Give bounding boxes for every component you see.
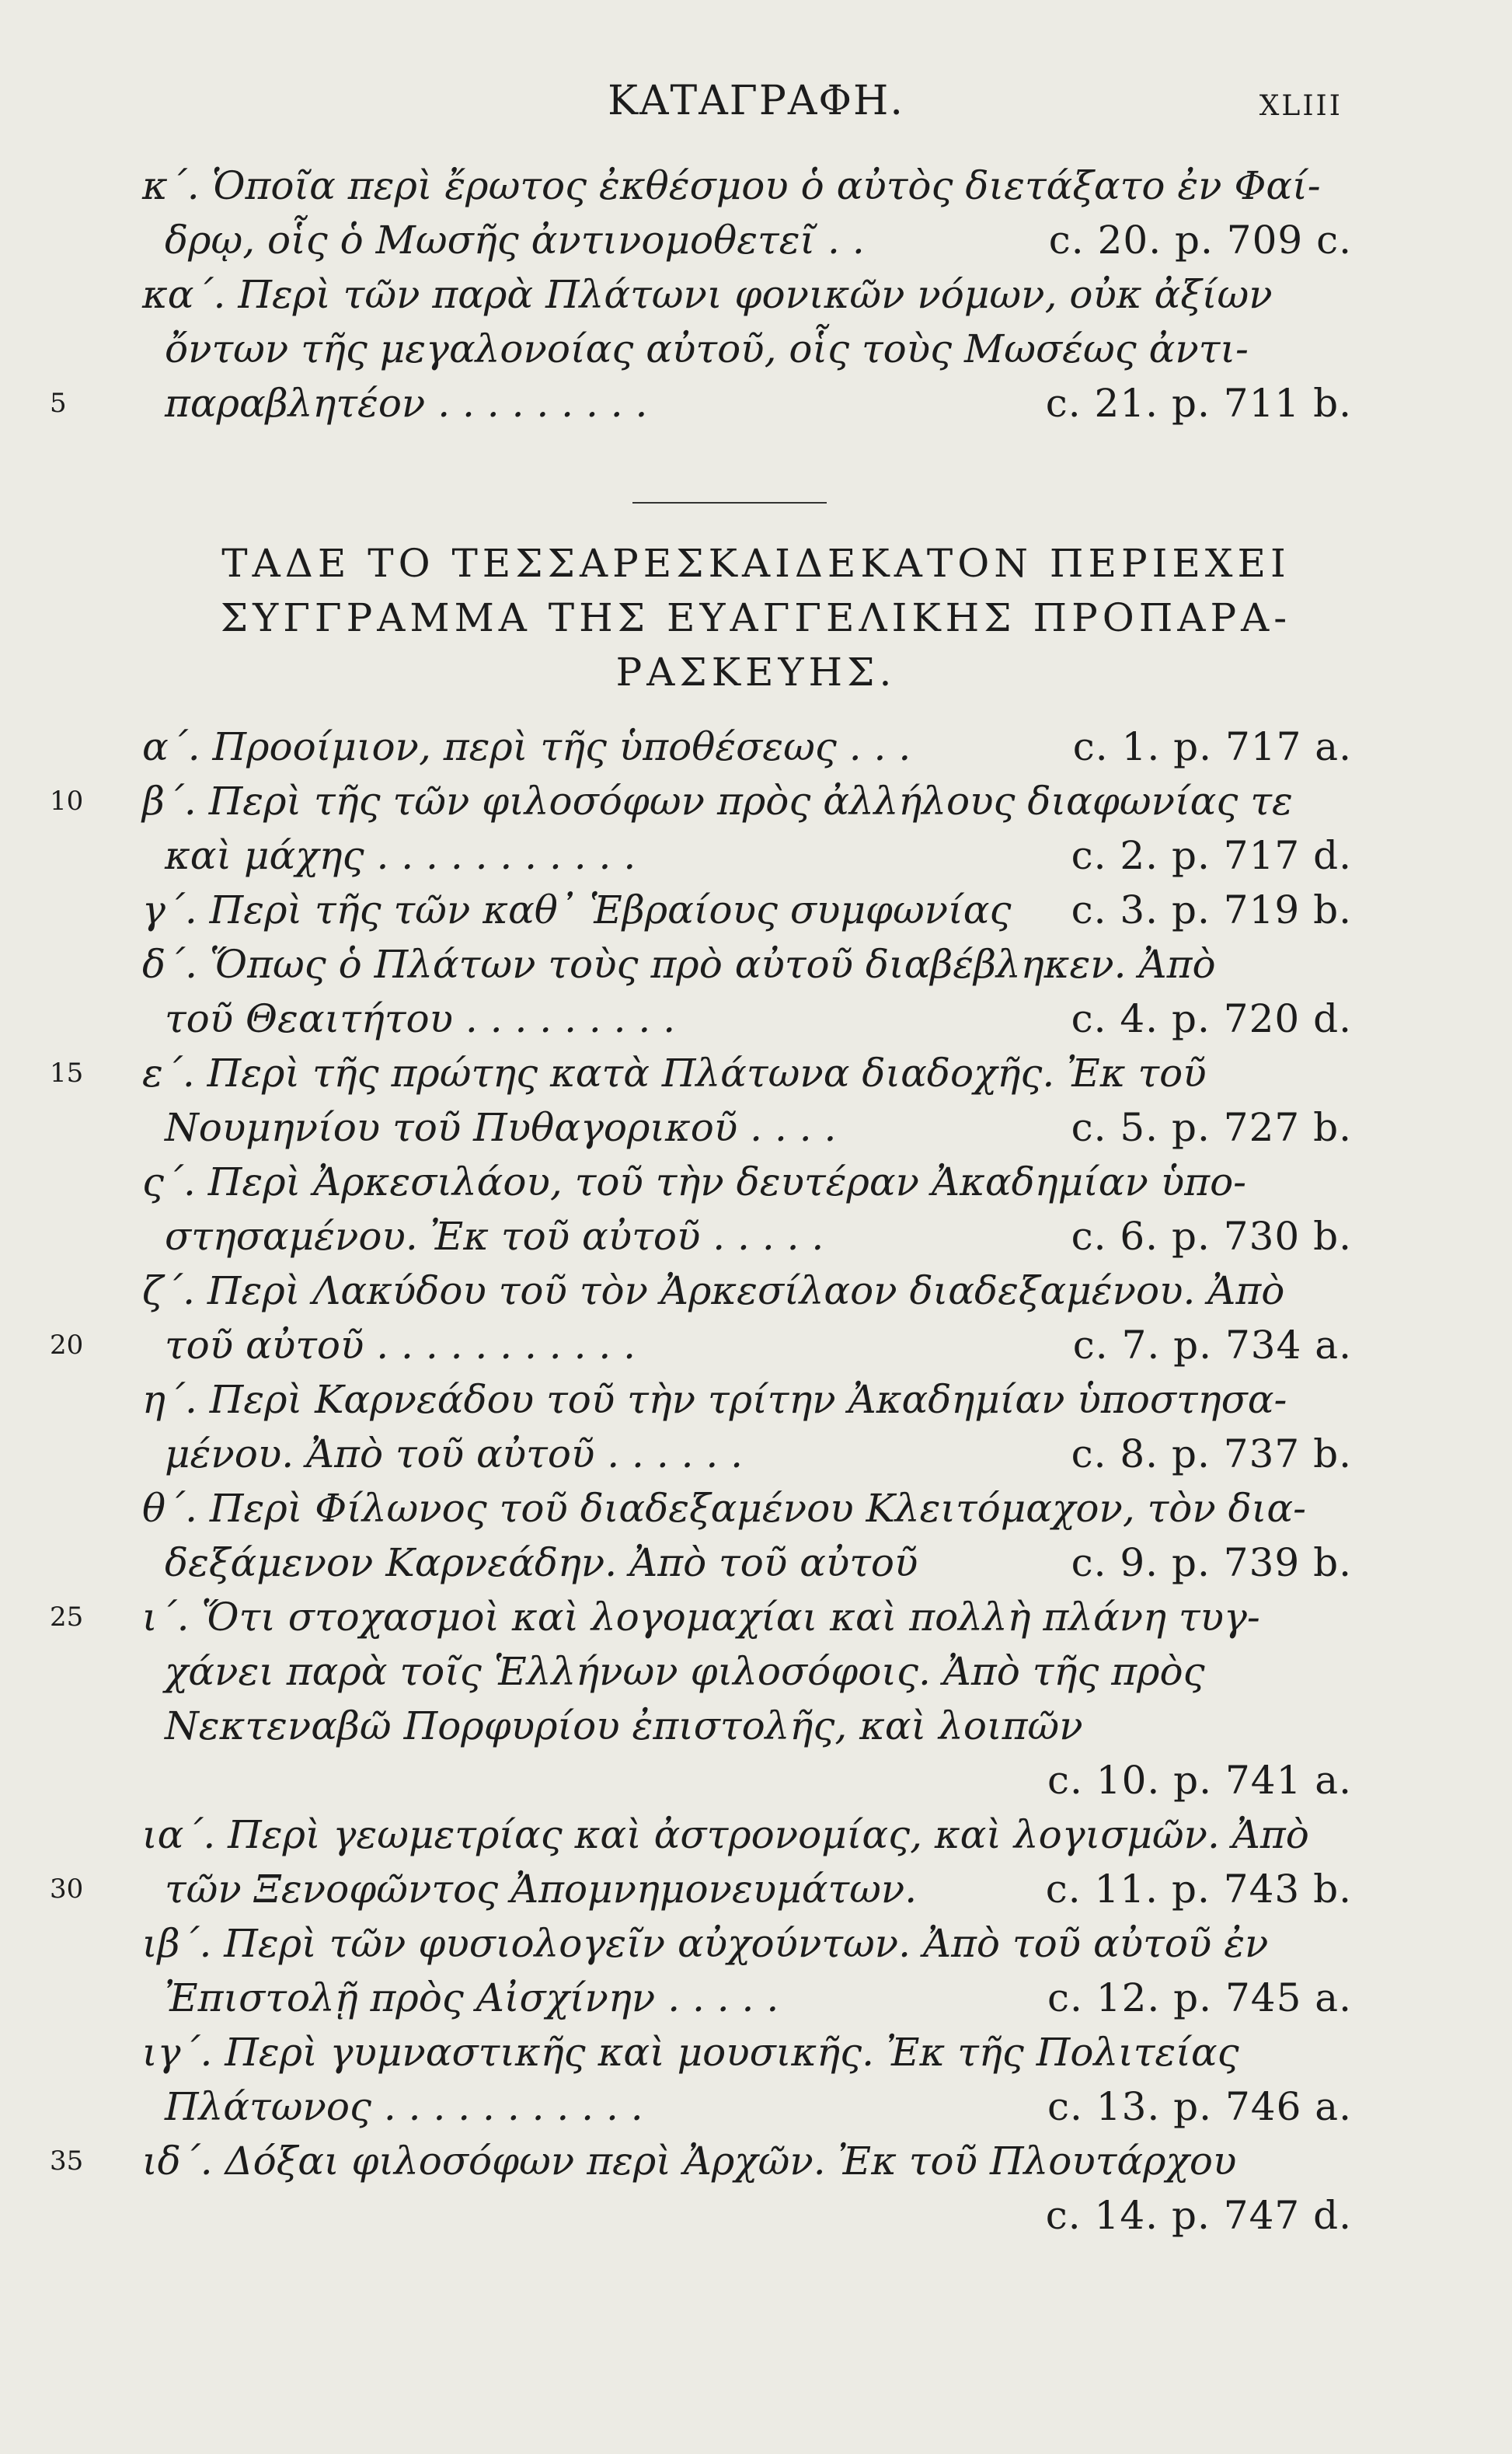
toc-entry-text: δ΄. Ὅπως ὁ Πλάτων τοὺς πρὸ αὐτοῦ διαβέβληκεν. Ἀπὸ xyxy=(142,942,1216,987)
toc-reference: c. 12. p. 745 a. xyxy=(1047,1975,1352,2020)
toc-entry-text: Νεκτεναβῶ Πορφυρίου ἐπιστολῆς, καὶ λοιπῶν xyxy=(165,1703,1083,1748)
line-number: 5 xyxy=(50,388,67,419)
toc-reference: c. 8. p. 737 b. xyxy=(1071,1431,1352,1476)
toc-reference: c. 10. p. 741 a. xyxy=(1047,1758,1352,1803)
toc-reference: c. 2. p. 717 d. xyxy=(1071,833,1352,878)
toc-line xyxy=(0,159,1512,213)
page-number-roman: XLIII xyxy=(1259,90,1343,122)
toc-entry-text: β΄. Περὶ τῆς τῶν φιλοσόφων πρὸς ἀλλήλους διαφωνίας τε xyxy=(142,779,1293,824)
toc-line xyxy=(0,322,1512,376)
toc-line xyxy=(0,828,1512,883)
toc-entry-text: παραβλητέον . . . . . . . . . xyxy=(165,381,648,426)
toc-line xyxy=(0,2188,1512,2243)
toc-entry-text: καὶ μάχης . . . . . . . . . . . xyxy=(165,833,636,878)
toc-line xyxy=(0,1535,1512,1590)
toc-line xyxy=(0,1264,1512,1318)
toc-entry-text: κ΄. Ὁποῖα περὶ ἔρωτος ἐκθέσμου ὁ αὐτὸς διετάξατο ἐν Φαί- xyxy=(142,163,1321,208)
toc-line xyxy=(0,213,1512,267)
toc-reference: c. 11. p. 743 b. xyxy=(1045,1867,1352,1912)
toc-entry-text: ια΄. Περὶ γεωμετρίας καὶ ἀστρονομίας, καὶ λογισμῶν. Ἀπὸ xyxy=(142,1812,1309,1857)
toc-line xyxy=(0,1155,1512,1209)
section-divider xyxy=(632,502,827,504)
toc-entry-text: Ἐπιστολῇ πρὸς Αἰσχίνην . . . . . xyxy=(165,1975,779,2020)
toc-entry-text: χάνει παρὰ τοῖς Ἑλλήνων φιλοσόφοις. Ἀπὸ τῆς πρὸς xyxy=(165,1649,1205,1694)
toc-line xyxy=(0,1318,1512,1372)
toc-line xyxy=(0,1100,1512,1155)
line-number: 20 xyxy=(50,1330,84,1361)
toc-entry-text: ιβ΄. Περὶ τῶν φυσιολογεῖν αὐχούντων. Ἀπὸ τοῦ αὐτοῦ ἐν xyxy=(142,1921,1269,1966)
toc-line xyxy=(0,992,1512,1046)
toc-entry-text: ζ΄. Περὶ Λακύδου τοῦ τὸν Ἀρκεσίλαον διαδεξαμένου. Ἀπὸ xyxy=(142,1268,1285,1313)
toc-entry-text: μένου. Ἀπὸ τοῦ αὐτοῦ . . . . . . xyxy=(165,1431,744,1476)
toc-line xyxy=(0,937,1512,992)
line-number: 30 xyxy=(50,1874,84,1905)
toc-line xyxy=(0,2025,1512,2079)
toc-line xyxy=(0,1481,1512,1535)
toc-entry-text: Πλάτωνος . . . . . . . . . . . xyxy=(165,2084,643,2129)
toc-reference: c. 6. p. 730 b. xyxy=(1071,1214,1352,1259)
toc-entry-text: η΄. Περὶ Καρνεάδου τοῦ τὴν τρίτην Ἀκαδημίαν ὑποστησα- xyxy=(142,1377,1287,1422)
toc-entry-text: Νουμηνίου τοῦ Πυθαγορικοῦ . . . . xyxy=(165,1105,837,1150)
toc-entry-text: κα΄. Περὶ τῶν παρὰ Πλάτωνι φονικῶν νόμων, οὐκ ἀξίων xyxy=(142,272,1273,317)
book-heading-line: ΤΑΔΕ ΤΟ ΤΕΣΣΑΡΕΣΚΑΙΔΕΚΑΤΟΝ ΠΕΡΙΕΧΕΙ xyxy=(221,541,1291,586)
toc-line xyxy=(0,2079,1512,2134)
toc-line xyxy=(0,267,1512,322)
toc-reference: c. 5. p. 727 b. xyxy=(1071,1105,1352,1150)
line-number: 25 xyxy=(50,1602,84,1633)
line-number: 35 xyxy=(50,2146,84,2177)
toc-line xyxy=(0,1644,1512,1699)
toc-reference: c. 3. p. 719 b. xyxy=(1071,887,1352,932)
toc-line xyxy=(0,1699,1512,1753)
toc-reference: c. 13. p. 746 a. xyxy=(1047,2084,1352,2129)
line-number: 15 xyxy=(50,1058,84,1089)
toc-entry-text: τοῦ Θεαιτήτου . . . . . . . . . xyxy=(165,996,676,1041)
toc-line xyxy=(0,774,1512,828)
toc-line xyxy=(0,376,1512,430)
running-header-title: ΚΑΤΑΓΡΑΦΗ. xyxy=(608,78,904,124)
toc-entry-text: ὄντων τῆς μεγαλονοίας αὐτοῦ, οἷς τοὺς Μωσέως ἀντι- xyxy=(165,326,1249,371)
toc-reference: c. 4. p. 720 d. xyxy=(1071,996,1352,1041)
toc-line xyxy=(0,1590,1512,1644)
toc-line xyxy=(0,1372,1512,1427)
toc-reference: c. 20. p. 709 c. xyxy=(1048,218,1352,263)
toc-entry-text: ι΄. Ὅτι στοχασμοὶ καὶ λογομαχίαι καὶ πολλὴ πλάνη τυγ- xyxy=(142,1595,1260,1640)
toc-entry-text: ε΄. Περὶ τῆς πρώτης κατὰ Πλάτωνα διαδοχῆς. Ἐκ τοῦ xyxy=(142,1051,1207,1096)
toc-line xyxy=(0,2134,1512,2188)
toc-entry-text: ιδ΄. Δόξαι φιλοσόφων περὶ Ἀρχῶν. Ἐκ τοῦ Πλουτάρχου xyxy=(142,2139,1237,2184)
toc-line xyxy=(0,1807,1512,1862)
toc-entry-text: τῶν Ξενοφῶντος Ἀπομνημονευμάτων. xyxy=(165,1867,918,1912)
line-number: 10 xyxy=(50,786,84,817)
toc-reference: c. 7. p. 734 a. xyxy=(1072,1323,1352,1368)
toc-line xyxy=(0,1916,1512,1971)
toc-entry-text: δεξάμενον Καρνεάδην. Ἀπὸ τοῦ αὐτοῦ xyxy=(165,1540,918,1585)
book-heading-line: ΡΑΣΚΕΥΗΣ. xyxy=(615,650,897,695)
toc-reference: c. 1. p. 717 a. xyxy=(1072,724,1352,769)
toc-line xyxy=(0,1753,1512,1807)
toc-line xyxy=(0,1209,1512,1264)
toc-line xyxy=(0,1046,1512,1100)
toc-entry-text: στησαμένου. Ἐκ τοῦ αὐτοῦ . . . . . xyxy=(165,1214,824,1259)
toc-reference: c. 21. p. 711 b. xyxy=(1045,381,1352,426)
toc-reference: c. 14. p. 747 d. xyxy=(1045,2193,1352,2238)
toc-entry-text: θ΄. Περὶ Φίλωνος τοῦ διαδεξαμένου Κλειτόμαχον, τὸν δια- xyxy=(142,1486,1307,1531)
toc-entry-text: ιγ΄. Περὶ γυμναστικῆς καὶ μουσικῆς. Ἐκ τῆς Πολιτείας xyxy=(142,2030,1239,2075)
toc-entry-text: α΄. Προοίμιον, περὶ τῆς ὑποθέσεως . . . xyxy=(142,724,911,769)
toc-entry-text: ς΄. Περὶ Ἀρκεσιλάου, τοῦ τὴν δευτέραν Ἀκαδημίαν ὑπο- xyxy=(142,1159,1247,1204)
toc-entry-text: δρῳ, οἷς ὁ Μωσῆς ἀντινομοθετεῖ . . xyxy=(165,218,865,263)
toc-line xyxy=(0,1427,1512,1481)
toc-line xyxy=(0,1862,1512,1916)
toc-reference: c. 9. p. 739 b. xyxy=(1071,1540,1352,1585)
toc-entry-text: τοῦ αὐτοῦ . . . . . . . . . . . xyxy=(165,1323,636,1368)
book-heading-line: ΣΥΓΓΡΑΜΜΑ ΤΗΣ ΕΥΑΓΓΕΛΙΚΗΣ ΠΡΟΠΑΡΑ- xyxy=(220,595,1292,640)
toc-line xyxy=(0,883,1512,937)
toc-entry-text: γ΄. Περὶ τῆς τῶν καθ᾽ Ἑβραίους συμφωνίας xyxy=(142,887,1012,932)
toc-line xyxy=(0,1971,1512,2025)
toc-line xyxy=(0,720,1512,774)
